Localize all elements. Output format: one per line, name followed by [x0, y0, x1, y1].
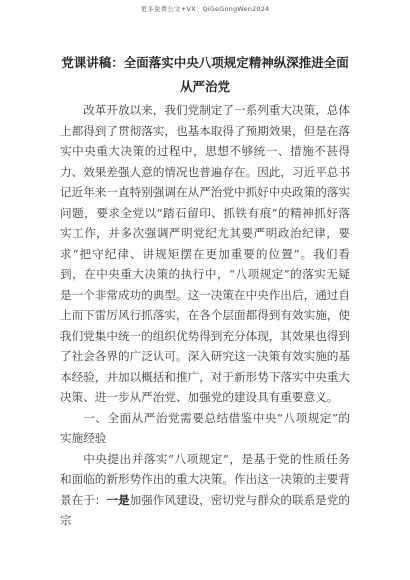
document-title: 党课讲稿：全面落实中央八项规定精神纵深推进全面从严治党 — [61, 55, 349, 94]
body-paragraph-intro: 改革开放以来，我们党制定了一系列重大决策，总体上都得到了贯彻落实，也基本取得了预期效果，但是在落实中央重大决策的过程中，思想不够统一、措施不甚得力、效果差强人意的情况也普遍存在。因此，习近平总书记近年来一直特别强调在从严治党中抓好中央政策的落实问题，要求全党以“踏石留印、抓铁有痕”的精神抓好落实工作，并多次强调严明党纪尤其要严明政治纪律，要求“把守纪律、讲规矩摆在更加重要的位置”。我们看到，在中央重大决策的执行中，“八项规定”的落实无疑是一个非常成功的典型。这一决策在中央作出后，通过自上而下雷厉风行抓落实，在各个层面都得到有效实施，使我们党集中统一的组织优势得到充分体现，其效果也得到了社会各界的广泛认可。深入研究这一决策有效实施的基本经验，并加以概括和推广，对于新形势下落实中央重大决策、进一步从严治党、加强党的建设具有重要意义。 — [60, 103, 350, 404]
header-note: 更多免费公文+VX：QiGeGongWen2024 — [140, 5, 270, 13]
document-body — [60, 100, 350, 531]
body-paragraph-background — [60, 449, 350, 531]
section-heading-one: 一、全面从严治党需要总结借鉴中央“八项规定”的实施经验 — [60, 410, 350, 445]
paragraph-continuation: 加强作风建设，密切党与群众的联系是党的宗 — [60, 492, 350, 527]
bold-lead-text: 一是 — [106, 492, 130, 507]
paragraph-text: 中央提出并落实“八项规定”，是基于党的性质任务和面临的新形势作出的重大决策。作出这一决策的主要背景在于： — [60, 451, 350, 507]
